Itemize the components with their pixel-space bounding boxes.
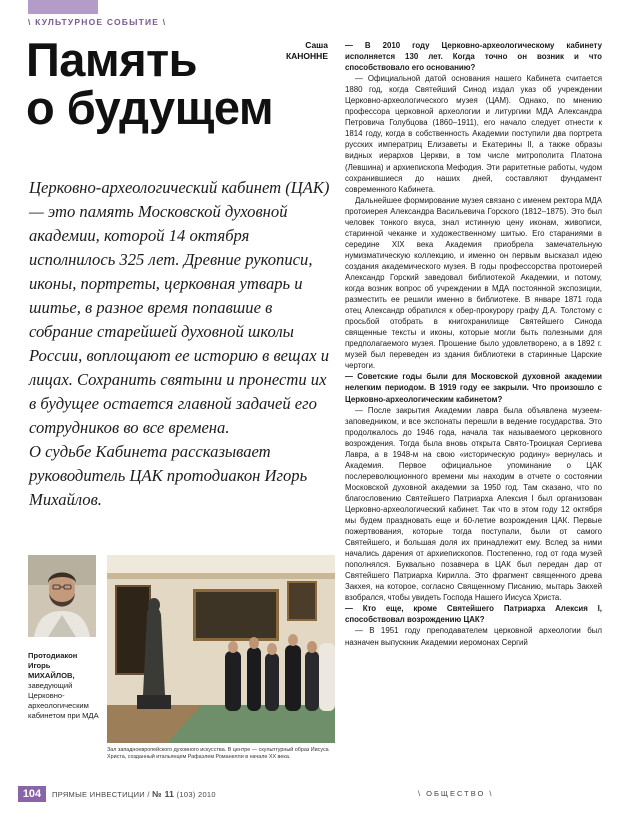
hall-illustration — [107, 555, 335, 743]
photo-caption: Зал западноевропейского духовного искусства. В центре — скульптурный образ Иисуса Христа, созданный итальянцем Рафаэлем Романелли в начале XX века. — [107, 747, 329, 760]
rubric-label: \ КУЛЬТУРНОЕ СОБЫТИЕ \ — [28, 17, 167, 27]
hall-photo — [107, 555, 335, 743]
answer-paragraph: Дальнейшее формирование музея связано с именем ректора МДА протоиерея Александра Васильевича Горского (1812–1875). Это был человек тонкого вкуса, знал истинную цену иконам, живописи, старинной чеканке и художественному шитью. Его стараниями в середине XIX века Академия приобрела замечательную нумизматическую коллекцию, и именно он первым высказал идею создания академического музея. В годы профессорства протоиерей Александр Горский заведовал библиотекой Академии, и потому, когда возник вопрос об учреждении в МДА постоянной экспозиции, разместить ее решили именно в библиотеке. В январе 1871 года отец Александр обратился к обер-прокурору графу Д.А. Толстому с просьбой отобрать в книгохранилище Святейшего Синода священные тексты и иконы, которые могли быть полезными для предполагаемого музея. Прошение было удовлетворено, а в 1892 г. музей был переведен из здания библиотеки в старинные Царские чертоги. — [345, 195, 602, 371]
person-caption — [28, 651, 108, 721]
issue-number: № 11 — [152, 789, 175, 799]
question-3: — Кто еще, кроме Святейшего Патриарха Алексия I, способствовал возрождению ЦАК? — [345, 604, 602, 625]
question-2: — Советские годы были для Московской духовной академии нелегким периодом. В 1919 году ее закрыли. Что произошло с Церковно-археологическим кабинетом? — [345, 372, 602, 404]
answer-paragraph: — Официальной датой основания нашего Кабинета считается 1880 год, когда Святейший Синод издал указ об учреждении Церковно-археологического музея (ЦАМ). Однако, по мнению профессора церковной археологии и литургики МДА Александра Петровича Голубцова (1860–1911), его начало следует отнести к 1814 году, когда в собственность Академии поступили два портрета русских императриц Елизаветы и Екатерины II, а также образы видных иерархов Церкви, в том числе митрополита Платона (Левшина) и архиепископа Мефодия. Эти раритетные работы, чудом сохранившиеся до наших дней, составляют фундамент современного Кабинета. — [345, 74, 602, 194]
section-color-bar — [28, 0, 98, 14]
publication-info — [52, 789, 216, 799]
body-column — [345, 40, 602, 648]
portrait-illustration — [28, 555, 96, 637]
author-first-name: Саша — [305, 40, 328, 50]
author-last-name: КАНОННЕ — [285, 51, 328, 61]
person-description: заведующий Церковно-археологическим кабинетом при МДА — [28, 681, 99, 720]
article-title — [26, 33, 296, 134]
lead-text: Церковно-археологический кабинет (ЦАК) — это память Московской духовной академии, которой 14 октября исполнилось 325 лет. Древние рукописи, иконы, портреты, церковная утварь и шитье, в разное время попавшие в собрание старейшей духовной школы России, воплощают ее историю в вещах и лицах. Сохранить святыни и пронести их в будущее остается главной задачей его сотрудников во все времена. — [29, 178, 330, 437]
title-line-2: о будущем — [26, 81, 274, 134]
question-1: — В 2010 году Церковно-археологическому кабинету исполняется 130 лет. Когда точно он возник и что способствовало его основанию? — [345, 41, 602, 73]
person-title: Протодиакон — [28, 651, 78, 660]
issue-detail: (103) 2010 — [176, 790, 216, 799]
portrait-photo — [28, 555, 96, 637]
answer-paragraph: — После закрытия Академии лавра была объявлена музеем-заповедником, и все экспонаты перешли в ведение государства. Это продолжалось до 1946 года, начала так называемого церковного возрождения. Тогда была вновь открыта Свято-Троицкая Сергиева Лавра, а в 1948-м на свою «историческую родину» вернулась и Академия. Первое официальное упоминание о ЦАК послереволюционного времени мы находим в отчете о состоянии Московской духовной академии за 1950 год. Там сказано, что по благословению Святейшего Патриарха Алексия I был организован Церковно-археологический кабинет. Так что в этом году 12 октября мы будем праздновать еще и 60-летие возрождения ЦАК. Первые пожертвования, которые тогда поступали, были от самого Святейшего, и большая доля их принадлежит ему. Вслед за ними начались дарения от архиепископов. Постепенно, год от года музей пополнялся. Буквально позавчера в ЦАК был передан дар от Святейшего Патриарха Кирилла. Это фрагмент священного древа Закхея, на которое, согласно Священному Писанию, мытарь Закхей взобрался, чтобы увидеть Господа Нашего Иисуса Христа. — [345, 405, 602, 603]
person-first-name: Игорь — [28, 661, 51, 670]
author-byline — [268, 40, 328, 62]
answer-paragraph: — В 1951 году преподавателем церковной археологии был назначен выпускник Академии иеромонах Сергий — [345, 626, 602, 647]
lead-text-2: О судьбе Кабинета рассказывает руководитель ЦАК протодиакон Игорь Михайлов. — [29, 442, 308, 509]
person-last-name: МИХАЙЛОВ, — [28, 671, 75, 680]
lead-paragraph — [29, 176, 334, 512]
magazine-name: ПРЯМЫЕ ИНВЕСТИЦИИ / — [52, 790, 150, 799]
page-number: 104 — [18, 786, 46, 802]
title-line-1: Память — [26, 33, 198, 86]
footer-section-label: \ ОБЩЕСТВО \ — [418, 789, 494, 798]
